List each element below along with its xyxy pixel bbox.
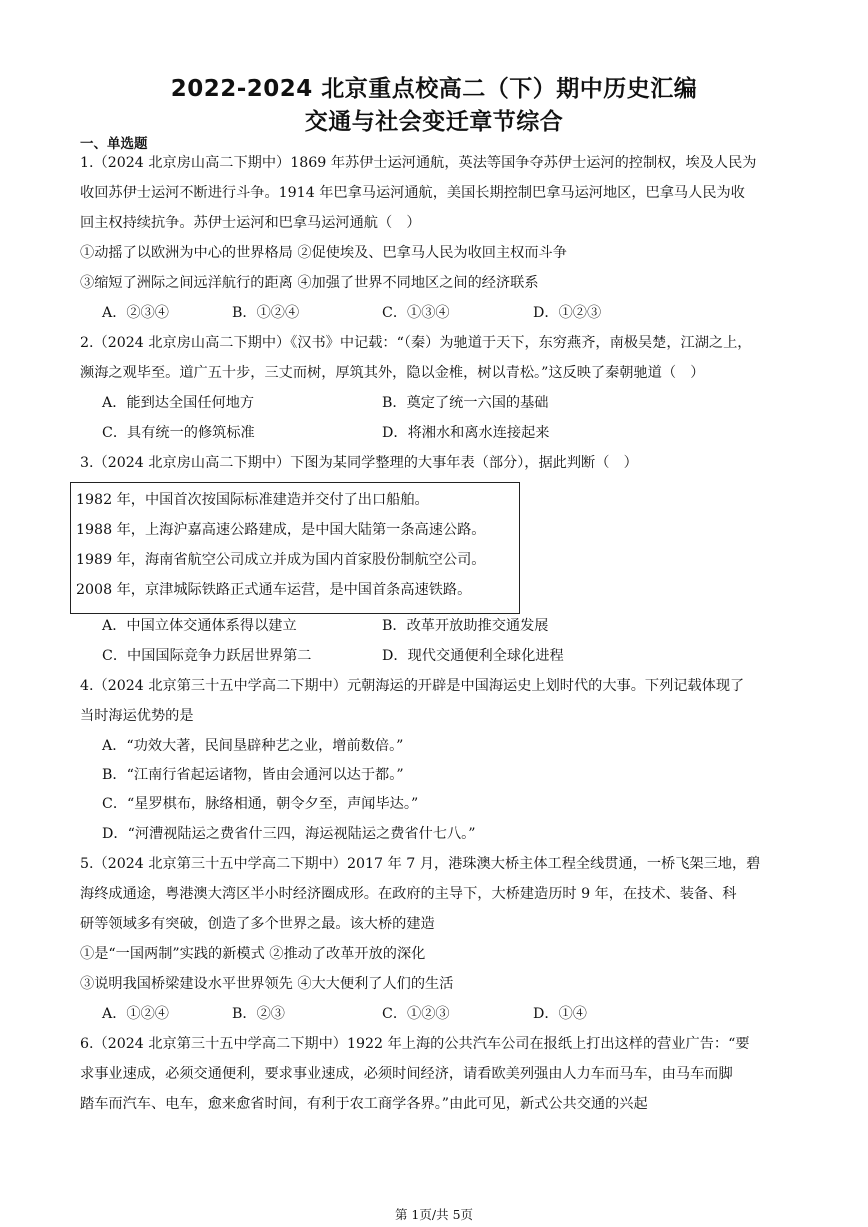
q2-option-b: B．奠定了统一六国的基础 [382, 395, 549, 411]
q6-stem-line2: 求事业速成，必须交通便利，要求事业速成，必须时间经济，请看欧美列强由人力车而马车，由马车而脚 [80, 1066, 733, 1082]
q2-stem-line2: 濒海之观毕至。道广五十步，三丈而树，厚筑其外，隐以金椎，树以青松。”这反映了秦朝驰道（ ） [80, 365, 705, 381]
q1-statement-1: ①动摇了以欧洲为中心的世界格局 ②促使埃及、巴拿马人民为收回主权而斗争 [80, 245, 567, 261]
q3-option-c: C．中国国际竞争力跃居世界第二 [102, 648, 312, 664]
q3-option-b: B．改革开放助推交通发展 [382, 618, 549, 634]
q1-stem-line1: 1.（2024 北京房山高二下期中）1869 年苏伊士运河通航，英法等国争夺苏伊士运河的控制权，埃及人民为 [80, 155, 757, 171]
q1-stem-line3: 回主权持续抗争。苏伊士运河和巴拿马运河通航（ ） [80, 215, 421, 231]
q3-option-a: A．中国立体交通体系得以建立 [102, 618, 297, 634]
q5-statement-1: ①是“一国两制”实践的新模式 ②推动了改革开放的深化 [80, 946, 426, 962]
q1-stem-line2: 收回苏伊士运河不断进行斗争。1914 年巴拿马运河通航，美国长期控制巴拿马运河地区，巴拿马人民为收 [80, 185, 745, 201]
q5-stem-line2: 海终成通途，粤港澳大湾区半小时经济圈成形。在政府的主导下，大桥建造历时 9 年，在技术、装备、科 [80, 886, 737, 902]
q1-option-d: D．①②③ [533, 305, 602, 321]
timeline-entry: 1982 年，中国首次按国际标准建造并交付了出口船舶。 [76, 492, 429, 508]
q3-stem-line1: 3.（2024 北京房山高二下期中）下图为某同学整理的大事年表（部分），据此判断（ ） [80, 455, 638, 471]
timeline-entry: 1988 年，上海沪嘉高速公路建成，是中国大陆第一条高速公路。 [76, 522, 486, 538]
q2-option-a: A．能到达全国任何地方 [102, 395, 255, 411]
q1-option-b: B．①②④ [232, 305, 300, 321]
q6-stem-line1: 6.（2024 北京第三十五中学高二下期中）1922 年上海的公共汽车公司在报纸上打出这样的营业广告：“要 [80, 1036, 750, 1052]
page-footer: 第 1页/共 5页 [394, 1207, 474, 1222]
q4-option-c: C．“星罗棋布，脉络相通，朝令夕至，声闻毕达。” [102, 796, 419, 812]
q5-stem-line3: 研等领域多有突破，创造了多个世界之最。该大桥的建造 [80, 916, 435, 932]
page-title-line1: 2022-2024 北京重点校高二（下）期中历史汇编 [170, 76, 698, 102]
q4-option-a: A．“功效大著，民间垦辟种艺之业，增前数倍。” [102, 738, 404, 754]
q5-option-a: A．①②④ [102, 1006, 169, 1022]
q4-option-b: B．“江南行省起运诸物，皆由会通河以达于都。” [102, 767, 404, 783]
q4-stem-line2: 当时海运优势的是 [80, 708, 194, 724]
q5-option-d: D．①④ [533, 1006, 587, 1022]
q5-statement-2: ③说明我国桥梁建设水平世界领先 ④大大便利了人们的生活 [80, 976, 454, 992]
q5-option-c: C．①②③ [382, 1006, 450, 1022]
q1-statement-2: ③缩短了洲际之间远洋航行的距离 ④加强了世界不同地区之间的经济联系 [80, 275, 539, 291]
q2-stem-line1: 2.（2024 北京房山高二下期中）《汉书》中记载：“（秦）为驰道于天下，东穷燕齐，南极吴楚，江湖之上， [80, 335, 752, 351]
q4-stem-line1: 4.（2024 北京第三十五中学高二下期中）元朝海运的开辟是中国海运史上划时代的大事。下列记载体现了 [80, 678, 745, 694]
timeline-entry: 1989 年，海南省航空公司成立并成为国内首家股份制航空公司。 [76, 552, 486, 568]
q2-option-d: D．将湘水和离水连接起来 [382, 425, 550, 441]
q5-option-b: B．②③ [232, 1006, 285, 1022]
timeline-entry: 2008 年，京津城际铁路正式通车运营，是中国首条高速铁路。 [76, 582, 472, 598]
q5-stem-line1: 5.（2024 北京第三十五中学高二下期中）2017 年 7 月，港珠澳大桥主体工程全线贯通，一桥飞架三地，碧 [80, 856, 761, 872]
section-heading: 一、单选题 [80, 136, 148, 152]
q4-option-d: D．“河漕视陆运之费省什三四，海运视陆运之费省什七八。” [102, 826, 476, 842]
page-title-line2: 交通与社会变迁章节综合 [304, 109, 564, 135]
q3-option-d: D．现代交通便利全球化进程 [382, 648, 564, 664]
q1-option-a: A．②③④ [102, 305, 169, 321]
q2-option-c: C．具有统一的修筑标准 [102, 425, 255, 441]
q6-stem-line3: 踏车而汽车、电车，愈来愈省时间，有利于农工商学各界。”由此可见，新式公共交通的兴起 [80, 1096, 648, 1112]
q1-option-c: C．①③④ [382, 305, 450, 321]
